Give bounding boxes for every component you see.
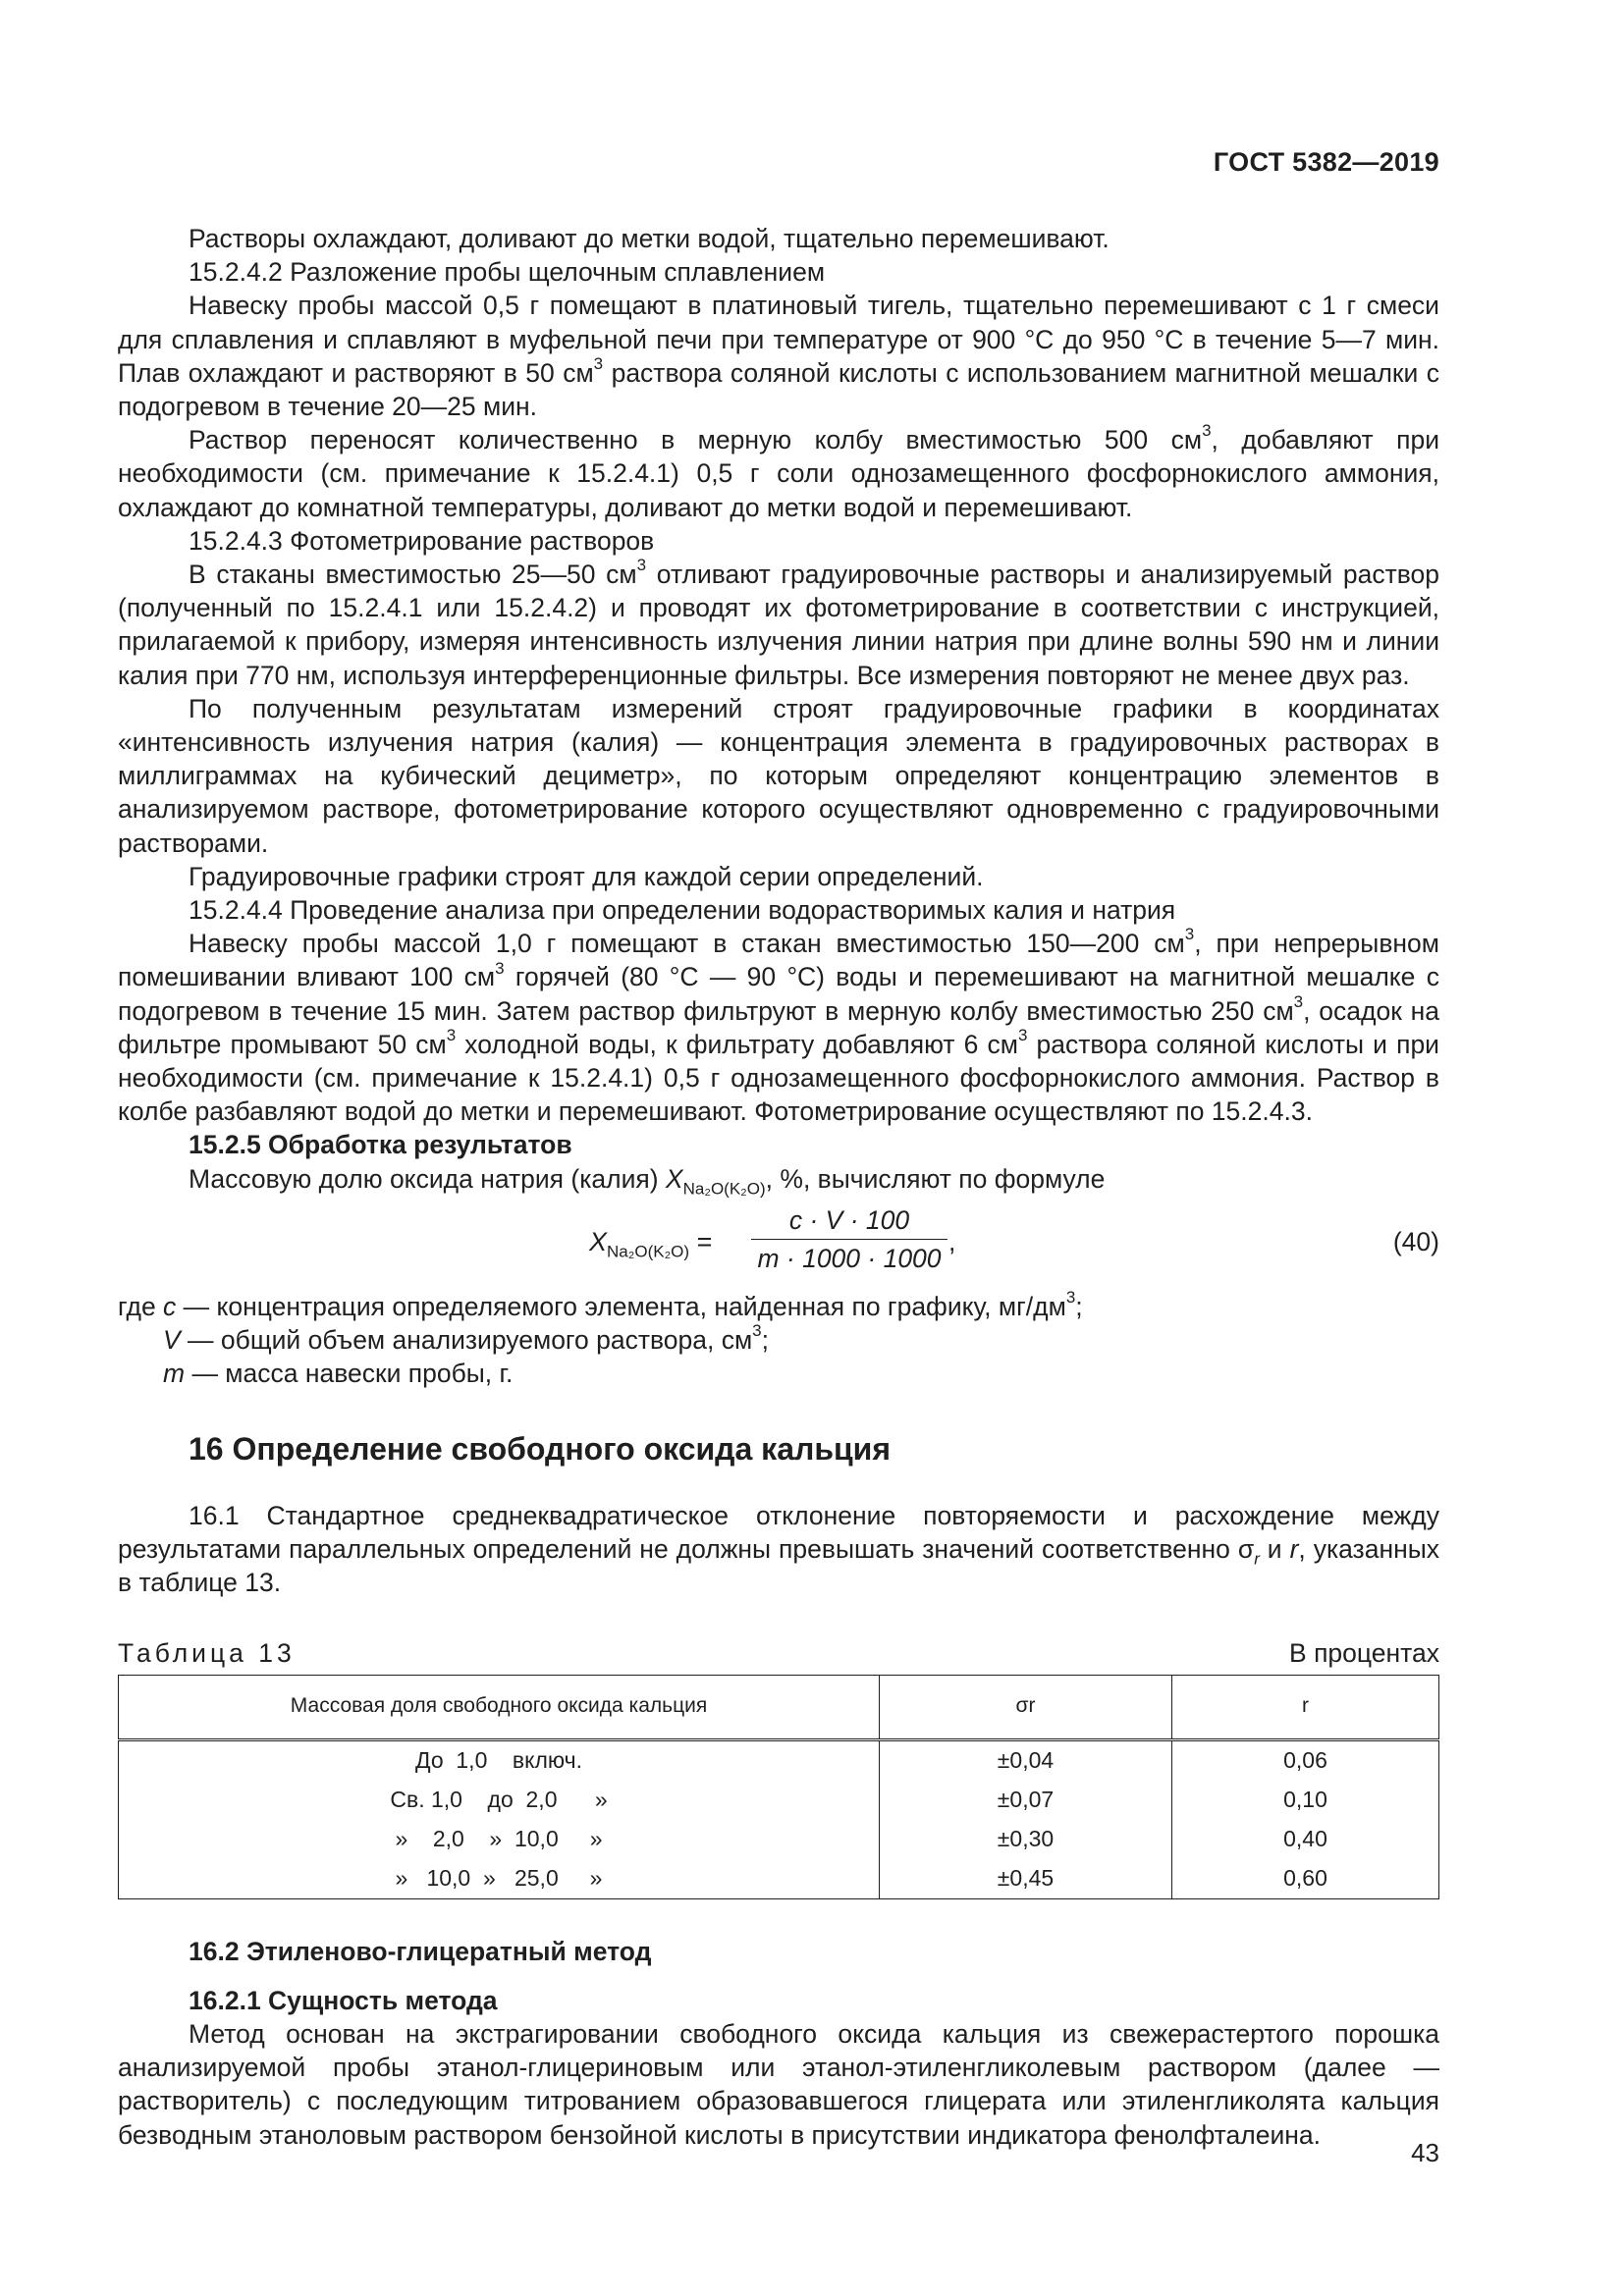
legend-v: V — общий объем анализируемого раствора, $см^3$; [163, 1321, 770, 1356]
table-header-row [119, 1675, 1439, 1739]
formula-number: (40) [1392, 1226, 1439, 1256]
clause-15-2-5-title: 15.2.5 Обработка результатов [189, 1130, 572, 1160]
table-row [119, 1820, 1439, 1859]
formula-lhs: $X_{Na_2O(K_2O)}$ = [589, 1226, 713, 1261]
paragraph-transfer-solution: Раствор переносят количественно в мерную колбу вместимостью 500 $см^3$, добавляют при необходимости (см. примечание к 15.2.4.1) 0,5 г соли однозамещенного фосфорнокислого аммония, охлаждают до комнатной температуры, доливают до метки водой и перемешивают. [118, 421, 1440, 522]
cell-r: 0,10 [1172, 1781, 1439, 1820]
paragraph-method-essence: Метод основан на экстрагировании свободного оксида кальция из свежерастертого порошка анализируемой пробы этанол-глицериновым или этанол-этиленгликолевым раствором (далее — растворитель) с последующим титрованием образовавшегося глицерата или этиленгликолята кальция безводным этаноловым раствором бензойной кислоты в присутствии индикатора фенолфталеина. [118, 2018, 1439, 2150]
cell-sigma: ±0,04 [880, 1739, 1172, 1781]
page-number: 43 [1411, 2138, 1439, 2167]
formula-denominator: m · 1000 · 1000 [757, 1244, 942, 1274]
table-13-caption: Таблица 13 [118, 1638, 296, 1669]
cell-r: 0,40 [1172, 1820, 1439, 1859]
paragraph-graphs-per-series: Градуировочные графики строят для каждой серии определений. [189, 861, 984, 891]
paragraph-formula-intro: Массовую долю оксида натрия (калия) $X_{Na_2O(K_2O)}$, %, вычисляют по формуле [189, 1163, 1106, 1198]
cell-range: Св. 1,0 до 2,0 » [119, 1781, 880, 1820]
table-row [119, 1781, 1439, 1820]
cell-sigma: ±0,45 [880, 1859, 1172, 1899]
document-body [118, 222, 1439, 2152]
formula-40: $X_{Na_2O(K_2O)}$ = $\frac{c \cdot V \cdot 100}{m \cdot 1000 \cdot 1000}$ , (40) [118, 1203, 1439, 1284]
table-13-units: В процентах [1289, 1638, 1439, 1669]
paragraph-cooling: Растворы охлаждают, доливают до метки водой, тщательно перемешивают. [189, 224, 1110, 253]
formula-numerator: c · V · 100 [751, 1203, 947, 1240]
section-16-title: 16 Определение свободного оксида кальция [189, 1430, 891, 1467]
paragraph-photometry: В стаканы вместимостью 25—50 $см^3$ отливают градуировочные растворы и анализируемый раствор (полученный по 15.2.4.1 или 15.2.4.2) и проводят их фотометрирование в соответствии с инструкцией, прилагаемой к прибору, измеряя интенсивность излучения линии натрия при длине волны 590 нм и линии калия при 770 нм, используя интерференционные фильтры. Все измерения повторяют не менее двух раз. [118, 556, 1439, 690]
table-13-caption-row [118, 1636, 1439, 1670]
table-row [119, 1859, 1439, 1899]
cell-range: » 2,0 » 10,0 » [119, 1820, 880, 1859]
paragraph-16-1: 16.1 Стандартное среднеквадратическое отклонение повторяемости и расхождение между результатами параллельных определений не должны превышать значений соответственно $\sigma_r$ и r, указанных в таблице 13. [118, 1500, 1440, 1598]
cell-r: 0,06 [1172, 1739, 1439, 1781]
table-row [119, 1739, 1439, 1781]
table-13 [118, 1675, 1439, 1899]
column-header-mass-fraction: Массовая доля свободного оксида кальция [119, 1675, 880, 1739]
cell-sigma: ±0,07 [880, 1781, 1172, 1820]
legend-c: где с — концентрация определяемого элемента, найденная по графику, $мг/дм^3$; [118, 1288, 1083, 1321]
formula-legend [118, 1290, 1439, 1391]
cell-sigma: ±0,30 [880, 1820, 1172, 1859]
clause-15-2-4-4-title: 15.2.4.4 Проведение анализа при определении водорастворимых калия и натрия [189, 895, 1176, 926]
column-header-r: r [1172, 1675, 1439, 1739]
cell-range: До 1,0 включ. [119, 1739, 880, 1781]
paragraph-water-soluble-analysis: Навеску пробы массой 1,0 г помещают в стакан вместимостью 150—200 $см^3$, при непрерывном помешивании вливают 100 $см^3$ горячей (80 °С — 90 °С) воды и перемешивают на магнитной мешалке с подогревом в течение 15 мин. Затем раствор фильтруют в мерную колбу вместимостью 250 $см^3$, осадок на фильтре промывают 50 $см^3$ холодной воды, к фильтрату добавляют 6 $см^3$ раствора соляной кислоты и при необходимости (см. примечание к 15.2.4.1) 0,5 г однозамещенного фосфорнокислого аммония. Раствор в колбе разбавляют водой до метки и перемешивают. Фотометрирование осуществляют по 15.2.4.3. [118, 925, 1440, 1127]
paragraph-calibration-graphs: По полученным результатам измерений строят градуировочные графики в координатах «интенсивность излучения натрия (калия) — концентрация элемента в градуировочных растворах в миллиграммах на кубический дециметр», по которым определяют концентрацию элементов в анализируемом растворе, фотометрирование которого осуществляют одновременно с градуировочными растворами. [118, 693, 1439, 858]
section-16-2-1-title: 16.2.1 Сущность метода [189, 1985, 498, 2015]
section-16-2-title: 16.2 Этиленово-глицератный метод [189, 1936, 652, 1966]
column-header-sigma: σr [880, 1675, 1172, 1739]
legend-m: m — масса навески пробы, г. [163, 1359, 514, 1389]
clause-15-2-4-2-title: 15.2.4.2 Разложение пробы щелочным сплавлением [189, 257, 826, 288]
cell-r: 0,60 [1172, 1859, 1439, 1899]
clause-15-2-4-3-title: 15.2.4.3 Фотометрирование растворов [189, 525, 655, 556]
cell-range: » 10,0 » 25,0 » [119, 1859, 880, 1899]
standard-code-header: ГОСТ 5382—2019 [1213, 147, 1439, 177]
formula-fraction [751, 1203, 947, 1275]
paragraph-alkaline-fusion: Навеску пробы массой 0,5 г помещают в платиновый тигель, тщательно перемешивают с 1 г смеси для сплавления и сплавляют в муфельной печи при температуре от 900 °С до 950 °С в течение 5—7 мин. Плав охлаждают и растворяют в 50 $см^3$ раствора соляной кислоты с использованием магнитной мешалки с подогревом в течение 20—25 мин. [118, 291, 1439, 422]
